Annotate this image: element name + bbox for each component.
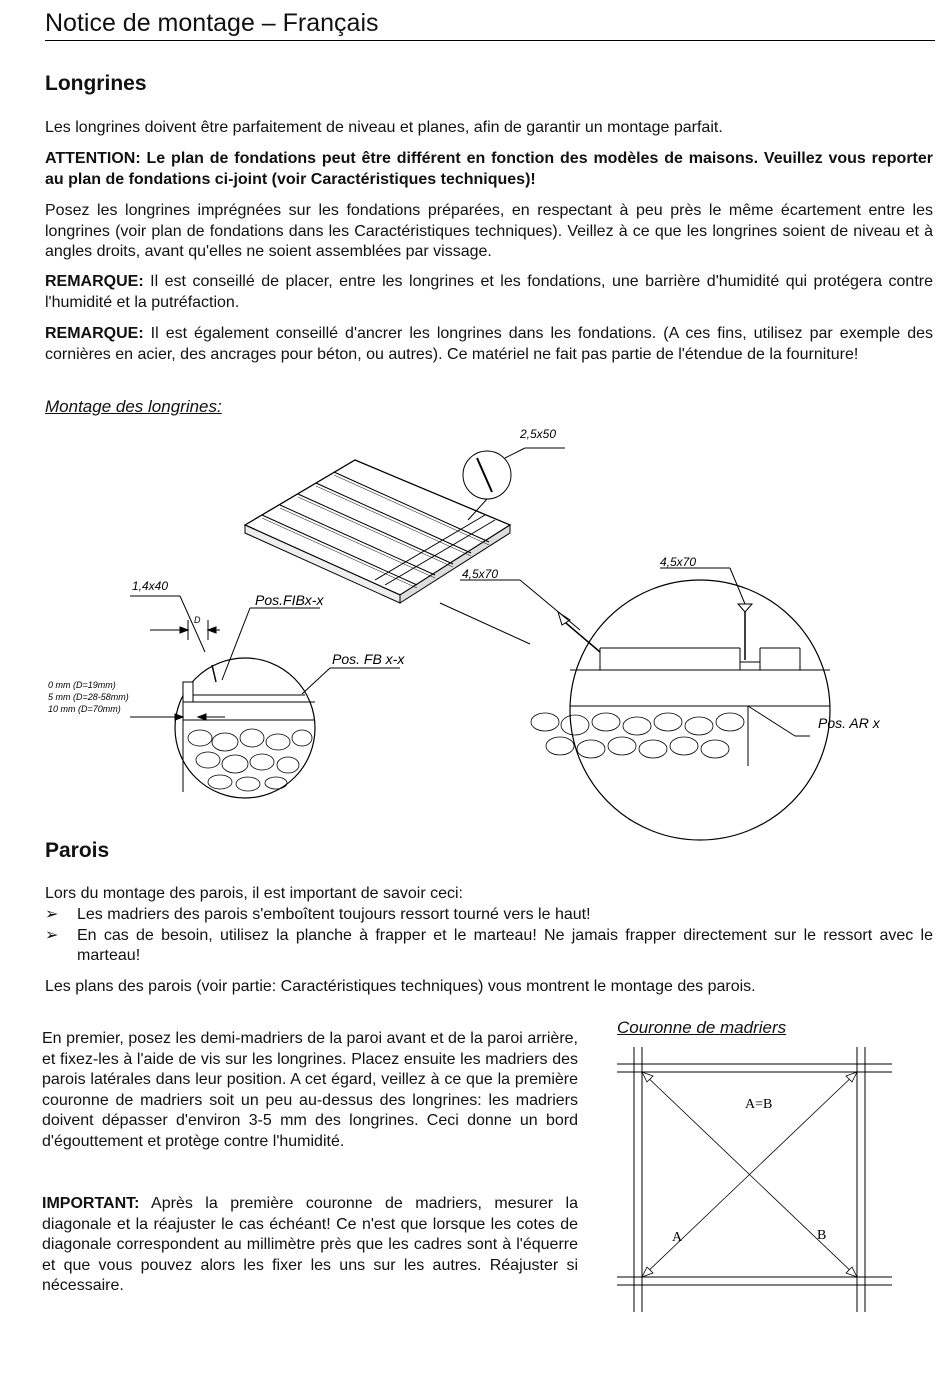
label-pos-arx: Pos. AR x [818,715,880,731]
list-item: ➢ Les madriers des parois s'emboîtent toujours ressort tourné vers le haut! [45,905,933,926]
label-diagonal-a: A [672,1230,683,1245]
bullet-arrow-icon: ➢ [45,906,59,923]
label-screw-mid: 4,5x70 [462,567,499,581]
label-pos-fbx: Pos. FB x-x [332,651,405,667]
page-title: Notice de montage – Français [45,6,935,41]
longrines-paragraph-placement: Posez les longrines imprégnées sur les fondations préparées, en respectant à peu près le même écartement entre les longrines (voir plan de fondations dans les Caractéristiques techniques). Veillez à ce que les longrines soient de niveau et à angles droits, avant qu'elles ne soient assemblées par vissage. [45,202,933,260]
parois-bullet-list [45,905,933,967]
label-screw-left: 1,4x40 [132,579,169,593]
section-heading-longrines: Longrines [45,72,147,95]
couronne-diagonal-diagram [612,1042,897,1317]
longrines-assembly-drawing [40,420,880,830]
label-screw-top: 2,5x50 [520,427,557,441]
parois-plans: Les plans des parois (voir partie: Caractéristiques techniques) vous montrent le montage des parois. [45,978,756,995]
label-dim-d: D [194,615,201,625]
label-screw-right: 4,5x70 [660,555,697,569]
remark-text: Il est conseillé de placer, entre les longrines et les fondations, une barrière d'humidité qui protégera contre l'humidité et la putréfaction. [45,273,933,311]
remark-label: REMARQUE: [45,325,144,342]
section-heading-parois: Parois [45,839,110,862]
note-10mm: 10 mm (D=70mm) [48,704,121,714]
label-pos-fibx: Pos.FIBx-x [255,592,324,608]
longrines-attention: ATTENTION: Le plan de fondations peut être différent en fonction des modèles de maisons. Veuillez vous reporter au plan de fondations ci-joint (voir Caractéristiques techniques)! [45,150,933,188]
bullet-arrow-icon: ➢ [45,926,59,944]
figure-caption-longrines: Montage des longrines: [45,397,222,416]
important-label: IMPORTANT: [42,1195,140,1212]
label-a-equals-b: A=B [745,1097,773,1112]
label-diagonal-b: B [817,1228,827,1243]
list-item: ➢ En cas de besoin, utilisez la planche à frapper et le marteau! Ne jamais frapper directement sur le ressort avec le marteau! [45,926,933,964]
remark-label: REMARQUE: [45,273,144,290]
note-0mm: 0 mm (D=19mm) [48,680,116,690]
parois-important [42,1194,578,1297]
longrines-remark-anchoring [45,324,933,365]
parois-paragraph-first-course: En premier, posez les demi-madriers de la paroi avant et de la paroi arrière, et fixez-les à l'aide de vis sur les longrines. Placez ensuite les madriers des parois latérales dans leur position. A cet égard, veillez à ce que la première couronne de madriers soit un peu au-dessus des longrines: les madriers doivent dépasser d'environ 3-5 mm des longrines. Ceci donne un bord d'égouttement et protège contre l'humidité. [42,1030,578,1150]
remark-text: Il est également conseillé d'ancrer les longrines dans les fondations. (A ces fins, utilisez par exemple des cornières en acier, des ancrages pour béton, ou autres). Ce matériel ne fait pas partie de l'étendue de la fourniture! [45,325,933,363]
note-5mm: 5 mm (D=28-58mm) [48,692,129,702]
figure-caption-couronne: Couronne de madriers [617,1018,787,1037]
parois-intro: Lors du montage des parois, il est important de savoir ceci: [45,885,463,902]
longrines-remark-moisture [45,272,933,313]
longrines-paragraph-intro: Les longrines doivent être parfaitement de niveau et planes, afin de garantir un montage parfait. [45,119,723,136]
important-text: Après la première couronne de madriers, mesurer la diagonale et la réajuster le cas échéant! Ce n'est que lorsque les cotes de diagonale correspondent au millimètre près que les cadres sont à l'équerre et que vous pouvez alors les fixer les uns sur les autres. Réajuster si nécessaire. [42,1195,578,1294]
